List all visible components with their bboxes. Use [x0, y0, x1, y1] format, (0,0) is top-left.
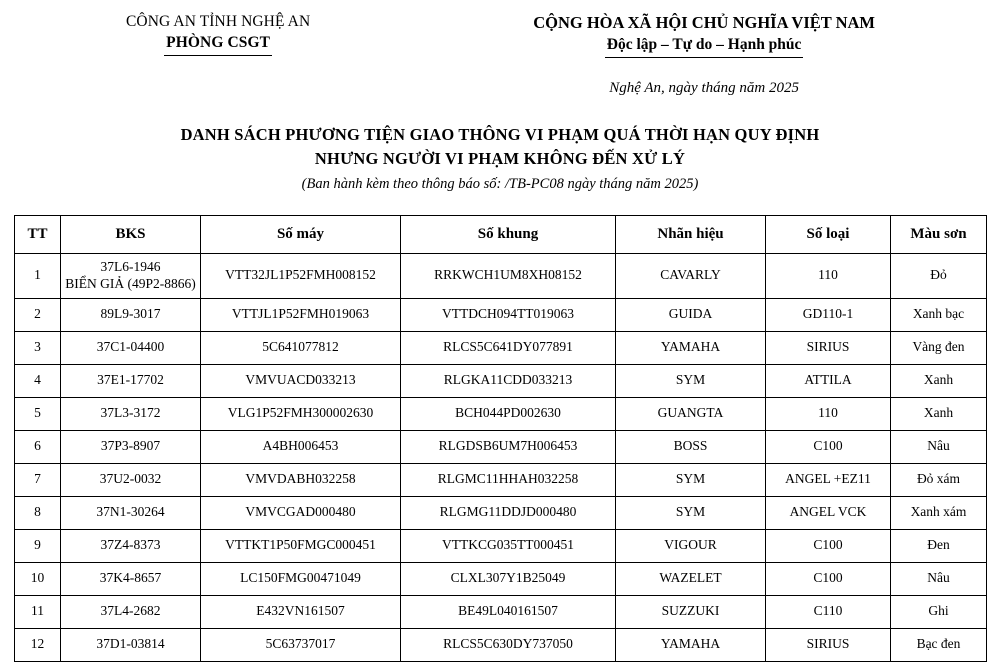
national-motto: [422, 34, 986, 58]
cell-bks: 37C1-04400: [61, 331, 201, 364]
cell-so-loai: ATTILA: [766, 364, 891, 397]
cell-mau-son: Đen: [891, 529, 987, 562]
cell-tt: 5: [15, 397, 61, 430]
cell-tt: 11: [15, 595, 61, 628]
cell-so-loai: C110: [766, 595, 891, 628]
header-left-block: [14, 10, 422, 56]
cell-so-loai: SIRIUS: [766, 331, 891, 364]
cell-so-loai: ANGEL VCK: [766, 496, 891, 529]
place-date-line: Nghệ An, ngày tháng năm 2025: [609, 79, 799, 96]
cell-nhan-hieu: GUIDA: [616, 298, 766, 331]
cell-so-loai: C100: [766, 562, 891, 595]
cell-mau-son: Đỏ xám: [891, 463, 987, 496]
cell-mau-son: Xanh xám: [891, 496, 987, 529]
cell-mau-son: Vàng đen: [891, 331, 987, 364]
cell-bks: 89L9-3017: [61, 298, 201, 331]
table-row: [15, 331, 987, 364]
cell-so-loai: C100: [766, 430, 891, 463]
table-row: [15, 463, 987, 496]
national-title: CỘNG HÒA XÃ HỘI CHỦ NGHĨA VIỆT NAM: [533, 13, 876, 32]
cell-so-khung: RLGMG11DDJD000480: [401, 496, 616, 529]
cell-nhan-hieu: CAVARLY: [616, 253, 766, 298]
cell-so-khung: CLXL307Y1B25049: [401, 562, 616, 595]
cell-so-khung: BCH044PD002630: [401, 397, 616, 430]
cell-so-khung: RLCS5C630DY737050: [401, 628, 616, 661]
cell-so-may: E432VN161507: [201, 595, 401, 628]
column-header-so-may: Số máy: [201, 215, 401, 253]
cell-nhan-hieu: YAMAHA: [616, 628, 766, 661]
cell-bks: 37L4-2682: [61, 595, 201, 628]
table-header-row: [15, 215, 987, 253]
cell-mau-son: Xanh: [891, 397, 987, 430]
table-row: [15, 628, 987, 661]
cell-bks: [61, 253, 201, 298]
cell-mau-son: Nâu: [891, 430, 987, 463]
cell-tt: 10: [15, 562, 61, 595]
cell-so-loai: 110: [766, 253, 891, 298]
column-header-tt: TT: [15, 215, 61, 253]
document-title-line2: NHƯNG NGƯỜI VI PHẠM KHÔNG ĐẾN XỬ LÝ: [314, 148, 686, 168]
issuing-department-text: PHÒNG CSGT: [164, 33, 272, 56]
cell-bks: 37D1-03814: [61, 628, 201, 661]
cell-bks-secondary: BIỂN GIẢ (49P2-8866): [65, 275, 196, 291]
column-header-mau-son: Màu sơn: [891, 215, 987, 253]
cell-tt: 1: [15, 253, 61, 298]
cell-tt: 4: [15, 364, 61, 397]
title-block: [14, 123, 986, 193]
cell-tt: 2: [15, 298, 61, 331]
cell-so-may: VMVCGAD000480: [201, 496, 401, 529]
cell-mau-son: Xanh bạc: [891, 298, 987, 331]
cell-nhan-hieu: BOSS: [616, 430, 766, 463]
cell-bks: 37E1-17702: [61, 364, 201, 397]
cell-tt: 9: [15, 529, 61, 562]
header-right-block: [422, 10, 986, 97]
cell-nhan-hieu: VIGOUR: [616, 529, 766, 562]
cell-tt: 7: [15, 463, 61, 496]
cell-so-loai: C100: [766, 529, 891, 562]
cell-nhan-hieu: SYM: [616, 364, 766, 397]
cell-so-khung: RLGMC11HHAH032258: [401, 463, 616, 496]
table-row: [15, 253, 987, 298]
table-row: [15, 298, 987, 331]
cell-bks: 37Z4-8373: [61, 529, 201, 562]
table-body: [15, 253, 987, 661]
cell-mau-son: Xanh: [891, 364, 987, 397]
column-header-bks: BKS: [61, 215, 201, 253]
table-row: [15, 430, 987, 463]
cell-so-khung: BE49L040161507: [401, 595, 616, 628]
cell-so-khung: RRKWCH1UM8XH08152: [401, 253, 616, 298]
cell-so-may: LC150FMG00471049: [201, 562, 401, 595]
cell-so-loai: ANGEL +EZ11: [766, 463, 891, 496]
cell-so-khung: RLCS5C641DY077891: [401, 331, 616, 364]
table-row: [15, 496, 987, 529]
cell-so-may: VLG1P52FMH300002630: [201, 397, 401, 430]
document-subtitle: (Ban hành kèm theo thông báo số: /TB-PC08 ngày tháng năm 2025): [301, 175, 699, 192]
cell-so-khung: RLGKA11CDD033213: [401, 364, 616, 397]
issuing-province-label: CÔNG AN TỈNH NGHỆ AN: [125, 13, 311, 30]
cell-bks: 37L3-3172: [61, 397, 201, 430]
column-header-nhan-hieu: Nhãn hiệu: [616, 215, 766, 253]
cell-nhan-hieu: WAZELET: [616, 562, 766, 595]
cell-so-may: VTTJL1P52FMH019063: [201, 298, 401, 331]
cell-so-khung: VTTKCG035TT000451: [401, 529, 616, 562]
cell-nhan-hieu: SYM: [616, 463, 766, 496]
cell-so-loai: SIRIUS: [766, 628, 891, 661]
cell-so-may: VTT32JL1P52FMH008152: [201, 253, 401, 298]
issuing-department-label: [14, 33, 422, 56]
document-header: [14, 10, 986, 97]
cell-bks: 37N1-30264: [61, 496, 201, 529]
cell-so-may: VMVDABH032258: [201, 463, 401, 496]
cell-nhan-hieu: GUANGTA: [616, 397, 766, 430]
cell-so-khung: VTTDCH094TT019063: [401, 298, 616, 331]
cell-so-may: 5C641077812: [201, 331, 401, 364]
cell-tt: 6: [15, 430, 61, 463]
national-motto-text: Độc lập – Tự do – Hạnh phúc: [605, 34, 804, 58]
table-row: [15, 397, 987, 430]
cell-so-loai: 110: [766, 397, 891, 430]
table-row: [15, 364, 987, 397]
table-row: [15, 595, 987, 628]
document-title-line1: DANH SÁCH PHƯƠNG TIỆN GIAO THÔNG VI PHẠM QUÁ THỜI HẠN QUY ĐỊNH: [180, 124, 820, 144]
cell-mau-son: Đỏ: [891, 253, 987, 298]
cell-bks: 37K4-8657: [61, 562, 201, 595]
table-row: [15, 562, 987, 595]
violations-table: [14, 215, 987, 662]
table-row: [15, 529, 987, 562]
cell-tt: 8: [15, 496, 61, 529]
cell-so-may: 5C63737017: [201, 628, 401, 661]
cell-tt: 12: [15, 628, 61, 661]
cell-nhan-hieu: YAMAHA: [616, 331, 766, 364]
cell-so-loai: GD110-1: [766, 298, 891, 331]
cell-tt: 3: [15, 331, 61, 364]
column-header-so-loai: Số loại: [766, 215, 891, 253]
cell-bks: 37U2-0032: [61, 463, 201, 496]
cell-mau-son: Nâu: [891, 562, 987, 595]
cell-so-khung: RLGDSB6UM7H006453: [401, 430, 616, 463]
cell-mau-son: Ghi: [891, 595, 987, 628]
cell-bks-primary: 37L6-1946: [100, 258, 161, 274]
cell-so-may: A4BH006453: [201, 430, 401, 463]
cell-so-may: VMVUACD033213: [201, 364, 401, 397]
cell-nhan-hieu: SUZZUKI: [616, 595, 766, 628]
cell-mau-son: Bạc đen: [891, 628, 987, 661]
cell-nhan-hieu: SYM: [616, 496, 766, 529]
cell-bks: 37P3-8907: [61, 430, 201, 463]
column-header-so-khung: Số khung: [401, 215, 616, 253]
cell-so-may: VTTKT1P50FMGC000451: [201, 529, 401, 562]
